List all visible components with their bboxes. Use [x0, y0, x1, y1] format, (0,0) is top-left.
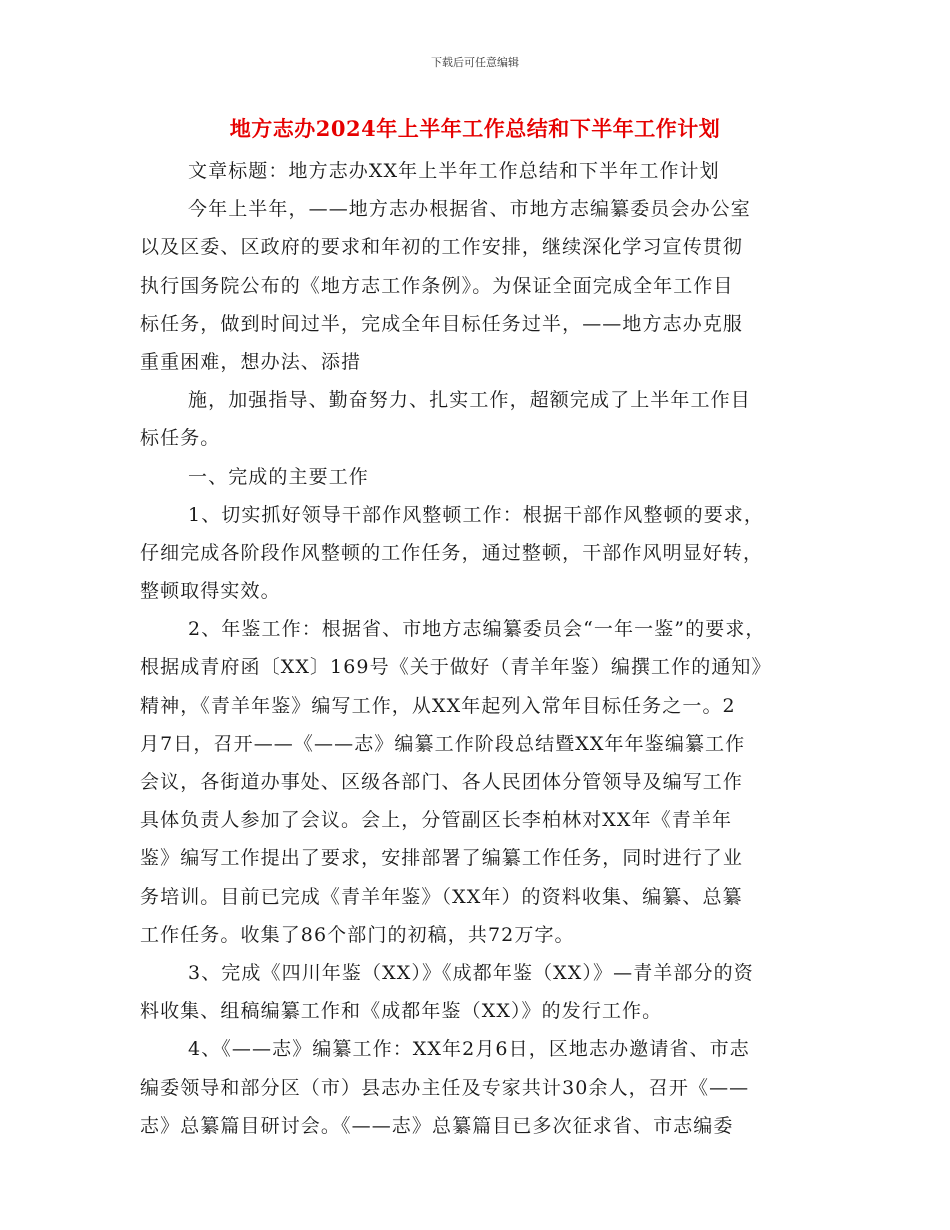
text-line: 具体负责人参加了会议。会上，分管副区长李柏林对XX年《青羊年	[140, 809, 733, 832]
text-line: 精神，《青羊年鉴》编写工作，从XX年起列入常年目标任务之一。2	[140, 694, 736, 717]
text-line: 标任务，做到时间过半，完成全年目标任务过半，——地方志办克服	[140, 312, 744, 335]
text-line: 重重困难，想办法、添措	[140, 350, 362, 373]
document-body	[140, 152, 820, 1145]
text-line: 4、《——志》编纂工作：XX年2月6日，区地志办邀请省、市志	[188, 1038, 750, 1061]
text-line: 文章标题：地方志办XX年上半年工作总结和下半年工作计划	[188, 160, 720, 182]
text-line: 根据成青府函〔XX〕169号《关于做好（青羊年鉴）编撰工作的通知》	[140, 656, 772, 679]
text-line: 月7日，召开——《——志》编纂工作阶段总结暨XX年年鉴编纂工作	[140, 732, 746, 755]
text-line: 今年上半年，——地方志办根据省、市地方志编纂委员会办公室	[188, 198, 751, 221]
text-line: 执行国务院公布的《地方志工作条例》。为保证全面完成全年工作目	[140, 274, 734, 297]
text-line: 鉴》编写工作提出了要求，安排部署了编纂工作任务，同时进行了业	[140, 847, 744, 870]
text-line: 3、完成《四川年鉴（XX）》《成都年鉴（XX）》—青羊部分的资	[188, 961, 754, 984]
text-line: 1、切实抓好领导干部作风整顿工作：根据干部作风整顿的要求，	[188, 503, 764, 526]
document-title: 地方志办2024年上半年工作总结和下半年工作计划	[229, 116, 721, 141]
header-note: 下载后可任意编辑	[431, 56, 519, 69]
text-line: 料收集、组稿编纂工作和《成都年鉴（XX）》的发行工作。	[140, 1000, 663, 1023]
text-line: 标任务。	[140, 427, 221, 450]
text-line: 志》总纂篇目研讨会。《——志》总纂篇目已多次征求省、市志编委	[140, 1114, 734, 1137]
text-line: 以及区委、区政府的要求和年初的工作安排，继续深化学习宣传贯彻	[140, 236, 744, 259]
text-line: 工作任务。收集了86个部门的初稿，共72万字。	[140, 923, 575, 946]
text-line: 2、年鉴工作：根据省、市地方志编纂委员会“一年一鉴”的要求，	[188, 618, 766, 641]
text-line: 务培训。目前已完成《青羊年鉴》（XX年）的资料收集、编纂、总纂	[140, 885, 743, 908]
text-line: 会议，各街道办事处、区级各部门、各人民团体分管领导及编写工作	[140, 771, 744, 793]
text-line: 一、完成的主要工作	[188, 465, 369, 488]
text-line: 仔细完成各阶段作风整顿的工作任务，通过整顿，干部作风明显好转，	[140, 541, 764, 564]
text-line: 编委领导和部分区（市）县志办主任及专家共计30余人，召开《——	[140, 1076, 750, 1099]
text-line: 施，加强指导、勤奋努力、扎实工作，超额完成了上半年工作目	[188, 389, 751, 412]
text-line: 整顿取得实效。	[140, 580, 281, 603]
